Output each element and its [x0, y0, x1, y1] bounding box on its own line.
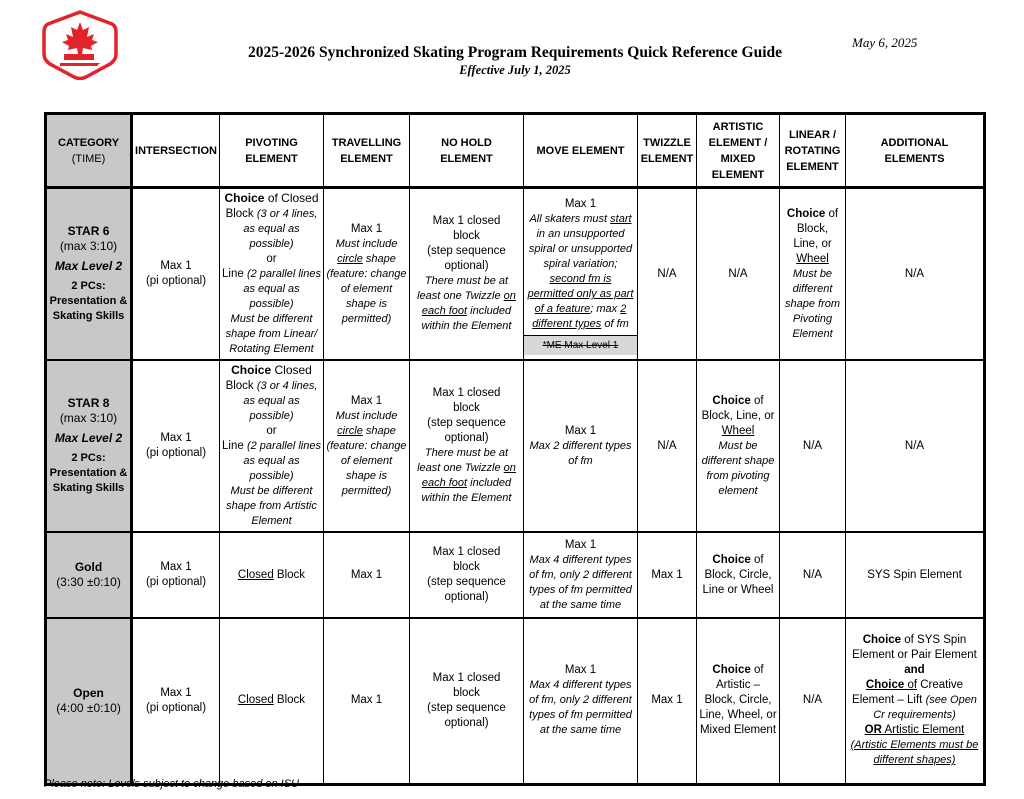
- table-row-star6: [46, 188, 985, 361]
- additional-cell: SYS Spin Element: [846, 532, 985, 618]
- linear-cell: Choice of Block, Line, or Wheel Must be different shape from Pivoting Element: [780, 188, 846, 361]
- category-cell: STAR 8 (max 3:10) Max Level 2 2 PCs: Presentation & Skating Skills: [46, 360, 132, 532]
- travelling-cell: Max 1 Must include circle shape (feature: change of element shape is permitted): [324, 188, 410, 361]
- effective-date: Effective July 1, 2025: [459, 63, 571, 77]
- footnote: Please note: Levels subject to change based on ISU: [44, 778, 300, 790]
- additional-cell: N/A: [846, 188, 985, 361]
- move-cell: Max 1 All skaters must start in an unsupported spiral or unsupported spiral variation; second fm is permitted only as part of a feature; max 2 different types of fm *ME Max Level 1: [524, 188, 638, 361]
- table-row-open: [46, 618, 985, 784]
- category-cell: Open (4:00 ±0:10): [46, 618, 132, 784]
- artistic-cell: Choice of Block, Line, or Wheel Must be different shape from pivoting element: [697, 360, 780, 532]
- additional-cell: Choice of SYS Spin Element or Pair Element and Choice of Creative Element – Lift (see Open Cr requirements) OR Artistic Element (Artistic Elements must be different shapes): [846, 618, 985, 784]
- no-hold-cell: Max 1 closed block (step sequence optional): [410, 618, 524, 784]
- header-artistic: ARTISTIC ELEMENT / MIXED ELEMENT: [697, 114, 780, 188]
- document-date: May 6, 2025: [852, 35, 918, 50]
- table-row-gold: [46, 532, 985, 618]
- header-category: CATEGORY (TIME): [46, 114, 132, 188]
- travelling-cell: Max 1 Must include circle shape (feature: change of element shape is permitted): [324, 360, 410, 532]
- move-cell: Max 1 Max 4 different types of fm, only 2 different types of fm permitted at the same time: [524, 618, 638, 784]
- linear-cell: N/A: [780, 360, 846, 532]
- artistic-cell: N/A: [697, 188, 780, 361]
- travelling-cell: Max 1: [324, 532, 410, 618]
- header-linear: LINEAR / ROTATING ELEMENT: [780, 114, 846, 188]
- header-pivoting: PIVOTING ELEMENT: [220, 114, 324, 188]
- header-twizzle: TWIZZLE ELEMENT: [638, 114, 697, 188]
- me-max-level-note: *ME Max Level 1: [524, 335, 637, 355]
- no-hold-cell: Max 1 closed block (step sequence optional): [410, 532, 524, 618]
- linear-cell: N/A: [780, 532, 846, 618]
- intersection-cell: Max 1 (pi optional): [132, 360, 220, 532]
- move-cell: Max 1 Max 2 different types of fm: [524, 360, 638, 532]
- twizzle-cell: Max 1: [638, 532, 697, 618]
- requirements-table: [44, 112, 986, 786]
- additional-cell: N/A: [846, 360, 985, 532]
- intersection-cell: Max 1 (pi optional): [132, 532, 220, 618]
- twizzle-cell: Max 1: [638, 618, 697, 784]
- category-cell: Gold (3:30 ±0:10): [46, 532, 132, 618]
- table-row-star8: [46, 360, 985, 532]
- twizzle-cell: N/A: [638, 360, 697, 532]
- travelling-cell: Max 1: [324, 618, 410, 784]
- artistic-cell: Choice of Block, Circle, Line or Wheel: [697, 532, 780, 618]
- page-title: 2025-2026 Synchronized Skating Program Requirements Quick Reference Guide: [247, 44, 783, 61]
- header-no-hold: NO HOLD ELEMENT: [410, 114, 524, 188]
- intersection-cell: Max 1 (pi optional): [132, 618, 220, 784]
- artistic-cell: Choice of Artistic – Block, Circle, Line, Wheel, or Mixed Element: [697, 618, 780, 784]
- twizzle-cell: N/A: [638, 188, 697, 361]
- category-cell: STAR 6 (max 3:10) Max Level 2 2 PCs: Presentation & Skating Skills: [46, 188, 132, 361]
- linear-cell: N/A: [780, 618, 846, 784]
- header-row: [46, 114, 985, 188]
- pivoting-cell: Choice Closed Block (3 or 4 lines, as equal as possible) or Line (2 parallel lines as equal as possible) Must be different shape from Artistic Element: [220, 360, 324, 532]
- header-travelling: TRAVELLING ELEMENT: [324, 114, 410, 188]
- header-intersection: INTERSECTION: [132, 114, 220, 188]
- move-cell: Max 1 Max 4 different types of fm, only 2 different types of fm permitted at the same time: [524, 532, 638, 618]
- skate-canada-logo: [42, 10, 118, 80]
- intersection-cell: Max 1 (pi optional): [132, 188, 220, 361]
- header-move: MOVE ELEMENT: [524, 114, 638, 188]
- pivoting-cell: Choice of Closed Block (3 or 4 lines, as equal as possible) or Line (2 parallel lines as equal as possible) Must be different shape from Linear/ Rotating Element: [220, 188, 324, 361]
- header-additional: ADDITIONAL ELEMENTS: [846, 114, 985, 188]
- no-hold-cell: Max 1 closed block (step sequence optional) There must be at least one Twizzle on each foot included within the Element: [410, 188, 524, 361]
- no-hold-cell: Max 1 closed block (step sequence optional) There must be at least one Twizzle on each foot included within the Element: [410, 360, 524, 532]
- pivoting-cell: Closed Block: [220, 618, 324, 784]
- pivoting-cell: Closed Block: [220, 532, 324, 618]
